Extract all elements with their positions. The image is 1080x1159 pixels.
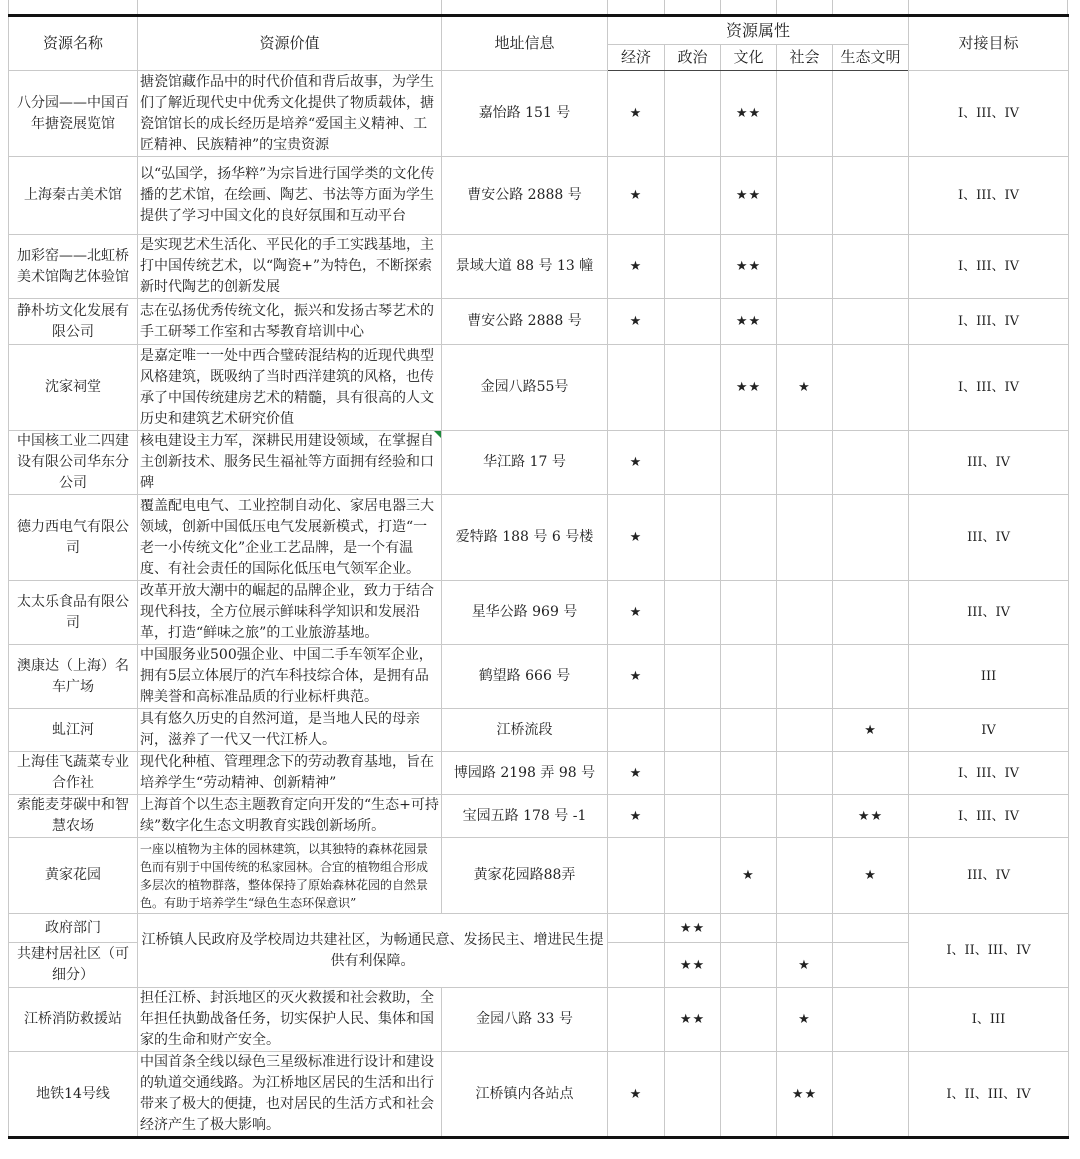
cell-attr-culture[interactable] <box>721 752 777 795</box>
cell-resource-name[interactable]: 加彩窑——北虹桥美术馆陶艺体验馆 <box>9 235 138 299</box>
cell-address[interactable]: 金园八路 33 号 <box>442 988 608 1052</box>
cell-resource-value[interactable]: 上海首个以生态主题教育定向开发的“生态+可持续”数字化生态文明教育实践创新场所。 <box>138 795 442 838</box>
cell-resource-name[interactable]: 江桥消防救援站 <box>9 988 138 1052</box>
cell-resource-name[interactable]: 静朴坊文化发展有限公司 <box>9 299 138 345</box>
cell-target[interactable]: III <box>909 645 1069 709</box>
table-row <box>9 709 1069 752</box>
cell-target[interactable]: I、II、III、IV <box>909 1052 1069 1138</box>
header-resource-name: 资源名称 <box>9 16 138 71</box>
cell-address[interactable]: 江桥流段 <box>442 709 608 752</box>
cell-attr-society[interactable] <box>777 645 833 709</box>
header-attr-ecology: 生态文明 <box>833 45 909 71</box>
cell-attr-economy[interactable] <box>608 988 665 1052</box>
cell-address[interactable]: 爱特路 188 号 6 号楼 <box>442 495 608 581</box>
cell-resource-name[interactable]: 黄家花园 <box>9 838 138 914</box>
cell-attr-society[interactable]: ★★ <box>777 1052 833 1138</box>
cell-attr-culture[interactable]: ★★ <box>721 299 777 345</box>
cell-attr-ecology[interactable] <box>833 71 909 157</box>
cell-attr-politics[interactable] <box>665 235 721 299</box>
table-row <box>9 495 1069 581</box>
cell-attr-politics[interactable] <box>665 752 721 795</box>
cell-attr-politics[interactable]: ★★ <box>665 943 721 988</box>
cell-resource-name[interactable]: 沈家祠堂 <box>9 345 138 431</box>
cell-attr-culture[interactable] <box>721 709 777 752</box>
cell-resource-name[interactable]: 澳康达（上海）名车广场 <box>9 645 138 709</box>
cell-attr-ecology[interactable]: ★★ <box>833 795 909 838</box>
cell-attr-economy[interactable] <box>608 914 665 943</box>
cell-target[interactable]: III、IV <box>909 581 1069 645</box>
resource-table <box>8 14 1069 1139</box>
cell-attr-society[interactable] <box>777 795 833 838</box>
cell-resource-value[interactable]: 核电建设主力军，深耕民用建设领域，在掌握自主创新技术、服务民生福祉等方面拥有经验和口碑 <box>138 431 442 495</box>
header-attr-culture: 文化 <box>721 45 777 71</box>
table-row <box>9 645 1069 709</box>
cell-address[interactable]: 星华公路 969 号 <box>442 581 608 645</box>
cell-attr-economy[interactable] <box>608 345 665 431</box>
cell-attr-culture[interactable]: ★ <box>721 838 777 914</box>
cell-resource-value[interactable]: 中国服务业500强企业、中国二手车领军企业，拥有5层立体展厅的汽车科技综合体，是拥有品牌美誉和高标准品质的行业标杆典范。 <box>138 645 442 709</box>
header-resource-value: 资源价值 <box>138 16 442 71</box>
cell-resource-name[interactable]: 八分园——中国百年搪瓷展览馆 <box>9 71 138 157</box>
cell-attr-economy[interactable]: ★ <box>608 71 665 157</box>
cell-target[interactable]: I、III、IV <box>909 752 1069 795</box>
cell-attr-economy[interactable] <box>608 838 665 914</box>
cell-attr-society[interactable] <box>777 914 833 943</box>
cell-attr-culture[interactable] <box>721 943 777 988</box>
cell-attr-culture[interactable] <box>721 581 777 645</box>
cell-target[interactable]: III、IV <box>909 495 1069 581</box>
cell-attr-society[interactable] <box>777 431 833 495</box>
cell-resource-value[interactable]: 是嘉定唯一一处中西合璧砖混结构的近现代典型风格建筑，既吸纳了当时西洋建筑的风格，也传承了中国传统建房艺术的精髓，具有很高的人文历史和建筑艺术研究价值 <box>138 345 442 431</box>
cell-resource-name[interactable]: 上海佳飞蔬菜专业合作社 <box>9 752 138 795</box>
cell-attr-culture[interactable] <box>721 495 777 581</box>
cell-target[interactable]: I、III <box>909 988 1069 1052</box>
cell-attr-politics[interactable] <box>665 71 721 157</box>
cell-resource-name[interactable]: 政府部门 <box>9 914 138 943</box>
cell-attr-economy[interactable]: ★ <box>608 157 665 235</box>
cell-attr-society[interactable] <box>777 235 833 299</box>
cell-address[interactable]: 嘉怡路 151 号 <box>442 71 608 157</box>
cell-address[interactable]: 曹安公路 2888 号 <box>442 299 608 345</box>
cell-resource-value[interactable]: 中国首条全线以绿色三星级标准进行设计和建设的轨道交通线路。为江桥地区居民的生活和出行带来了极大的便捷，也对居民的生活方式和社会经济产生了极大影响。 <box>138 1052 442 1138</box>
table-row <box>9 345 1069 431</box>
cell-attr-ecology[interactable] <box>833 235 909 299</box>
cell-attr-culture[interactable] <box>721 431 777 495</box>
cell-attr-society[interactable]: ★ <box>777 943 833 988</box>
cell-target[interactable]: I、III、IV <box>909 795 1069 838</box>
cell-attr-culture[interactable]: ★★ <box>721 157 777 235</box>
cell-attr-society[interactable] <box>777 299 833 345</box>
cell-attr-culture[interactable]: ★★ <box>721 345 777 431</box>
cell-attr-ecology[interactable] <box>833 645 909 709</box>
cell-attr-politics[interactable] <box>665 709 721 752</box>
table-row <box>9 988 1069 1052</box>
cell-attr-economy[interactable]: ★ <box>608 1052 665 1138</box>
table-row <box>9 431 1069 495</box>
header-resource-attributes: 资源属性 <box>608 16 909 45</box>
cell-attr-economy[interactable]: ★ <box>608 645 665 709</box>
cell-attr-culture[interactable]: ★★ <box>721 235 777 299</box>
cell-resource-name[interactable]: 地铁14号线 <box>9 1052 138 1138</box>
cell-resource-value[interactable]: 搪瓷馆藏作品中的时代价值和背后故事，为学生们了解近现代史中优秀文化提供了物质载体，搪瓷馆馆长的成长经历是培养“爱国主义精神、工匠精神、民族精神”的宝贵资源 <box>138 71 442 157</box>
cell-attr-ecology[interactable] <box>833 752 909 795</box>
header-attr-economy: 经济 <box>608 45 665 71</box>
cell-address[interactable]: 景域大道 88 号 13 幢 <box>442 235 608 299</box>
cell-attr-politics[interactable] <box>665 431 721 495</box>
cell-resource-name[interactable]: 中国核工业二四建设有限公司华东分公司 <box>9 431 138 495</box>
cell-resource-value[interactable]: 现代化种植、管理理念下的劳动教育基地，旨在培养学生“劳动精神、创新精神” <box>138 752 442 795</box>
cell-attr-society[interactable] <box>777 157 833 235</box>
cell-attr-culture[interactable] <box>721 645 777 709</box>
cell-attr-economy[interactable]: ★ <box>608 795 665 838</box>
cell-attr-politics[interactable] <box>665 495 721 581</box>
header-address: 地址信息 <box>442 16 608 71</box>
cell-address[interactable]: 金园八路55号 <box>442 345 608 431</box>
cell-attr-politics[interactable] <box>665 838 721 914</box>
cell-target[interactable]: I、III、IV <box>909 235 1069 299</box>
cell-attr-economy[interactable]: ★ <box>608 431 665 495</box>
cell-attr-society[interactable]: ★ <box>777 988 833 1052</box>
top-partial-row <box>8 0 1068 14</box>
table-row <box>9 914 1069 943</box>
cell-attr-economy[interactable]: ★ <box>608 235 665 299</box>
cell-attr-politics[interactable] <box>665 795 721 838</box>
cell-attr-ecology[interactable] <box>833 431 909 495</box>
cell-attr-economy[interactable]: ★ <box>608 495 665 581</box>
header-attr-politics: 政治 <box>665 45 721 71</box>
cell-attr-politics[interactable] <box>665 299 721 345</box>
cell-attr-society[interactable] <box>777 495 833 581</box>
cell-resource-value[interactable]: 改革开放大潮中的崛起的品牌企业，致力于结合现代科技，全方位展示鲜味科学知识和发展沿革，打造“鲜味之旅”的工业旅游基地。 <box>138 581 442 645</box>
cell-attr-ecology[interactable] <box>833 988 909 1052</box>
cell-address[interactable]: 曹安公路 2888 号 <box>442 157 608 235</box>
cell-attr-ecology[interactable] <box>833 345 909 431</box>
cell-attr-culture[interactable] <box>721 988 777 1052</box>
cell-attr-politics[interactable] <box>665 645 721 709</box>
cell-attr-culture[interactable] <box>721 795 777 838</box>
cell-attr-society[interactable] <box>777 752 833 795</box>
cell-attr-politics[interactable]: ★★ <box>665 988 721 1052</box>
table-row <box>9 752 1069 795</box>
cell-attr-society[interactable] <box>777 71 833 157</box>
cell-address[interactable]: 江桥镇内各站点 <box>442 1052 608 1138</box>
cell-attr-economy[interactable] <box>608 709 665 752</box>
cell-attr-economy[interactable]: ★ <box>608 581 665 645</box>
cell-resource-name[interactable]: 太太乐食品有限公司 <box>9 581 138 645</box>
table-row <box>9 795 1069 838</box>
cell-address[interactable]: 华江路 17 号 <box>442 431 608 495</box>
cell-merged-target[interactable]: I、II、III、IV <box>909 914 1069 988</box>
cell-resource-value[interactable]: 覆盖配电电气、工业控制自动化、家居电器三大领域，创新中国低压电气发展新模式，打造“一老一小传统文化”企业工艺品牌，是一个有温度、有社会责任的国际化低压电气领军企业。 <box>138 495 442 581</box>
cell-target[interactable]: I、III、IV <box>909 345 1069 431</box>
cell-attr-society[interactable] <box>777 581 833 645</box>
cell-attr-politics[interactable] <box>665 345 721 431</box>
cell-attr-economy[interactable]: ★ <box>608 299 665 345</box>
cell-resource-value[interactable]: 是实现艺术生活化、平民化的手工实践基地，主打中国传统艺术，以“陶瓷+”为特色，不断探索新时代陶艺的创新发展 <box>138 235 442 299</box>
cell-attr-politics[interactable] <box>665 1052 721 1138</box>
cell-attr-ecology[interactable]: ★ <box>833 838 909 914</box>
cell-address[interactable]: 博园路 2198 弄 98 号 <box>442 752 608 795</box>
header-attr-society: 社会 <box>777 45 833 71</box>
table-row <box>9 1052 1069 1138</box>
cell-attr-ecology[interactable] <box>833 299 909 345</box>
cell-attr-culture[interactable] <box>721 1052 777 1138</box>
cell-address[interactable]: 黄家花园路88弄 <box>442 838 608 914</box>
cell-attr-ecology[interactable] <box>833 157 909 235</box>
cell-resource-name[interactable]: 虬江河 <box>9 709 138 752</box>
cell-resource-value[interactable]: 具有悠久历史的自然河道，是当地人民的母亲河，滋养了一代又一代江桥人。 <box>138 709 442 752</box>
cell-attr-culture[interactable] <box>721 914 777 943</box>
cell-target[interactable]: I、III、IV <box>909 299 1069 345</box>
cell-resource-name[interactable]: 上海秦古美术馆 <box>9 157 138 235</box>
cell-attr-ecology[interactable] <box>833 914 909 943</box>
cell-attr-economy[interactable] <box>608 943 665 988</box>
cell-merged-value[interactable]: 江桥镇人民政府及学校周边共建社区，为畅通民意、发扬民主、增进民生提供有利保障。 <box>138 914 608 988</box>
header-target: 对接目标 <box>909 16 1069 71</box>
cell-attr-politics[interactable]: ★★ <box>665 914 721 943</box>
cell-attr-society[interactable]: ★ <box>777 345 833 431</box>
cell-target[interactable]: III、IV <box>909 838 1069 914</box>
cell-attr-ecology[interactable]: ★ <box>833 709 909 752</box>
cell-resource-name[interactable]: 索能麦芽碳中和智慧农场 <box>9 795 138 838</box>
cell-target[interactable]: I、III、IV <box>909 157 1069 235</box>
spreadsheet-sheet <box>8 0 1068 1159</box>
table-row <box>9 157 1069 235</box>
cell-address[interactable]: 宝园五路 178 号 -1 <box>442 795 608 838</box>
cell-target[interactable]: IV <box>909 709 1069 752</box>
table-row <box>9 299 1069 345</box>
cell-attr-ecology[interactable] <box>833 581 909 645</box>
cell-attr-ecology[interactable] <box>833 495 909 581</box>
cell-resource-name[interactable]: 共建村居社区（可细分） <box>9 943 138 988</box>
cell-target[interactable]: III、IV <box>909 431 1069 495</box>
cell-attr-society[interactable] <box>777 709 833 752</box>
cell-resource-name[interactable]: 德力西电气有限公司 <box>9 495 138 581</box>
cell-attr-politics[interactable] <box>665 157 721 235</box>
cell-resource-value[interactable]: 一座以植物为主体的园林建筑，以其独特的森林花园景色而有别于中国传统的私家园林。合宜的植物组合形成多层次的植物群落，整体保持了原始森林花园的自然景色。有助于培养学生“绿色生态环保意识” <box>138 838 442 914</box>
table-row <box>9 581 1069 645</box>
cell-attr-economy[interactable]: ★ <box>608 752 665 795</box>
cell-attr-culture[interactable]: ★★ <box>721 71 777 157</box>
table-row <box>9 235 1069 299</box>
table-row <box>9 71 1069 157</box>
cell-attr-ecology[interactable] <box>833 943 909 988</box>
cell-resource-value[interactable]: 以“弘国学，扬华粹”为宗旨进行国学类的文化传播的艺术馆，在绘画、陶艺、书法等方面为学生提供了学习中国文化的良好氛围和互动平台 <box>138 157 442 235</box>
cell-target[interactable]: I、III、IV <box>909 71 1069 157</box>
cell-attr-ecology[interactable] <box>833 1052 909 1138</box>
table-row <box>9 838 1069 914</box>
cell-resource-value[interactable]: 志在弘扬优秀传统文化，振兴和发扬古琴艺术的手工研琴工作室和古琴教育培训中心 <box>138 299 442 345</box>
cell-attr-society[interactable] <box>777 838 833 914</box>
cell-address[interactable]: 鹤望路 666 号 <box>442 645 608 709</box>
cell-attr-politics[interactable] <box>665 581 721 645</box>
cell-resource-value[interactable]: 担任江桥、封浜地区的灭火救援和社会救助，全年担任执勤战备任务，切实保护人民、集体和国家的生命和财产安全。 <box>138 988 442 1052</box>
